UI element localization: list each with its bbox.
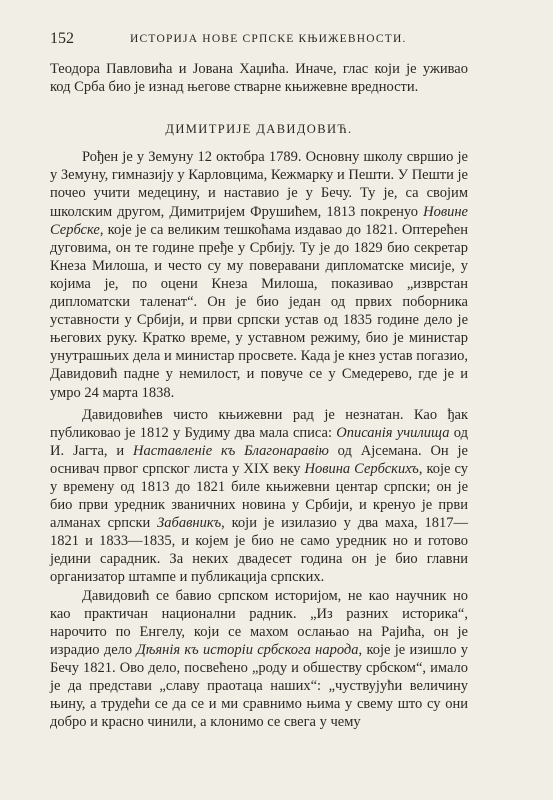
literary-work-paragraph <box>50 406 468 587</box>
text-run: од Ајсемана. Он је оснивач првог српског листа у XIX веку <box>50 442 468 477</box>
biography-paragraph <box>50 148 468 401</box>
history-paragraph <box>50 587 468 732</box>
italic-title: Новине Сербске <box>50 203 468 238</box>
text-run: Рођен је у Земуну 12 октобра 1789. Основну школу свршио је у Земуну, гимназију у Карловцима, Кежмарку и Пешти. У Пешти је почео учити медецину, и наставио је у Бечу. Ту је, са својим школским другом, Димитријем Фрушићем, 1813 покренуо <box>50 149 468 220</box>
page-header <box>50 30 470 50</box>
intro-paragraph: Теодора Павловића и Јована Хаџића. Иначе, глас који је уживао код Срба био је изнад његове стварне књижевне вредности. <box>50 61 468 96</box>
italic-title: Забавникъ <box>157 515 222 532</box>
text-run: , који је изилазио у два маха, 1817—1821 и 1833—1835, и којем је био не само уредник но и готово једини сарадник. За неких двадесет година он је био главни организатор штампе и публикација српских. <box>50 515 468 586</box>
page-number: 152 <box>50 30 74 47</box>
text-run: , које је изишло у Бечу 1821. Ово дело, посвећено „роду и обшеству србском“, имало је да представи „славу праотаца наших“: „чуствујући величину њину, а трудећи се да се и ми сравнимо њима у свему што су они добро и красно чинили, а клонимо се свега у чему <box>50 641 469 731</box>
text-run: , које су у времену од 1813 до 1821 биле књижевни центар српски; он је био први уредник званичних новина у Србији, и кренуо је први алманах српски <box>50 460 468 532</box>
italic-title: Новина Сербскихъ <box>304 460 419 477</box>
text-run: Давидовићев чисто књижевни рад је незнатан. Као ђак публиковао је 1812 у Будиму два мала списа: <box>50 406 468 441</box>
italic-title: Дѣянія къ исторіи србскога народа <box>136 641 359 658</box>
running-title: ИСТОРИЈА НОВЕ СРПСКЕ КЊИЖЕВНОСТИ. <box>130 33 407 45</box>
section-title: ДИМИТРИЈЕ ДАВИДОВИЋ. <box>165 122 353 137</box>
text-run: Давидовић се бавио српском историјом, не као научник но као практичан национални радник. „Из разних историка“, нарочито по Енгелу, који се махом ослањао на Рајића, он је израдио дело <box>50 587 468 658</box>
text-run: од И. Јагта, и <box>50 424 468 459</box>
page-body <box>50 60 468 731</box>
italic-title: Описанія училища <box>336 424 450 441</box>
italic-title: Наставленіе къ Благонаравію <box>133 442 329 459</box>
text-run: , које је са великим тешкоћама издавао до 1821. Оптерећен дуговима, он те године пређе у Србију. Ту је до 1829 био секретар Кнеза Милоша, и често су му поверавани дипломатске мисије, у којима је, по оцени Кнеза Милоша, показивао „изврстан дипломатски таленат“. Он је био један од првих поборника уставности у Србији, и први српски устав од 1835 године дело је његових руку. Кратко време, у уставном режиму, био је министар унутрашњих дела и министар просвете. Када је кнез устав погазио, Давидовић падне у немилост, и повуче се у Смедерево, где је и умро 24 марта 1838. <box>50 221 468 401</box>
